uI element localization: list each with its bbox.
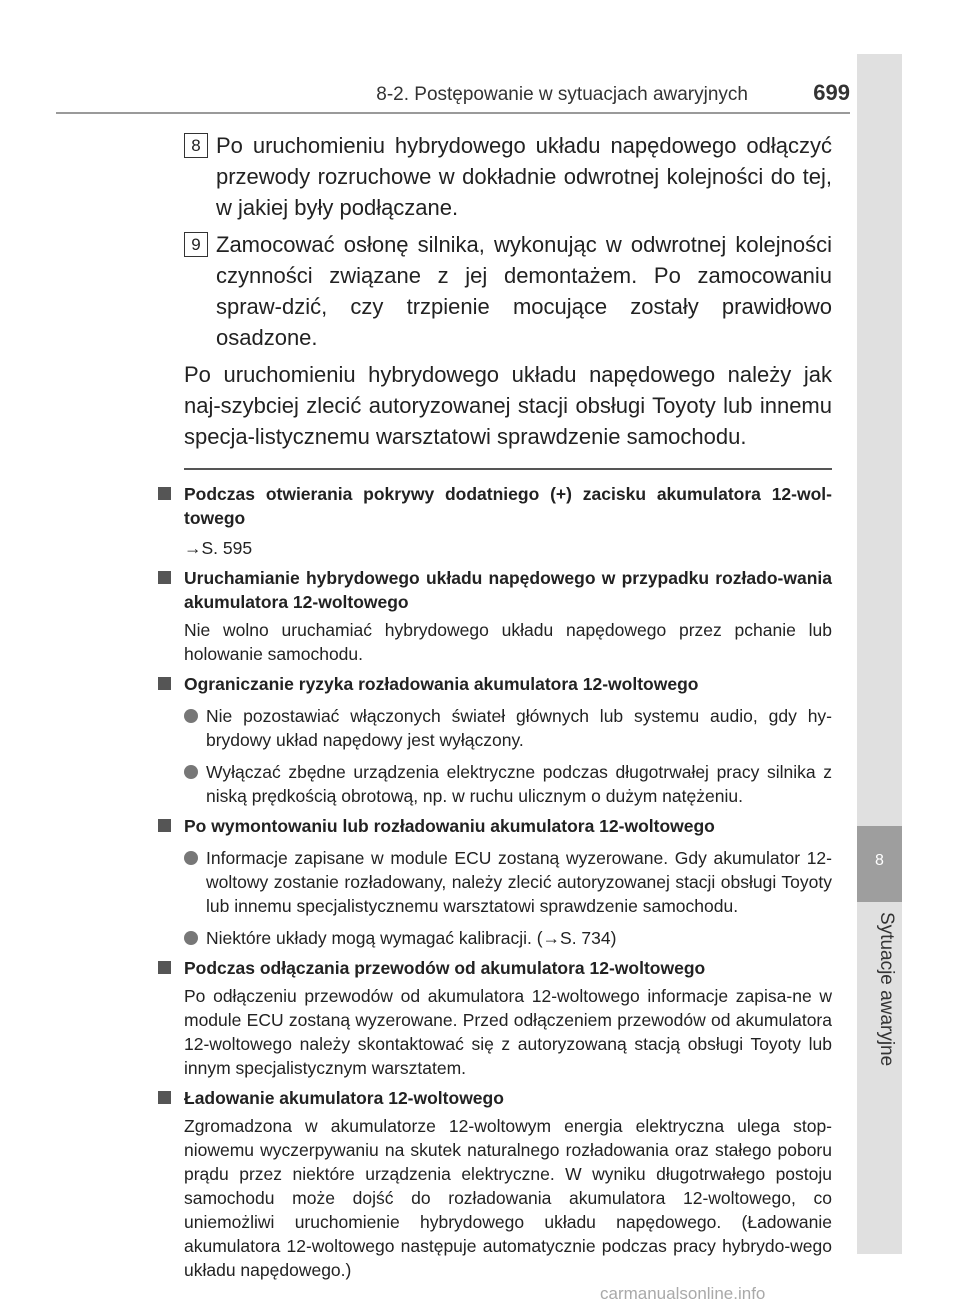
section-title: Uruchamianie hybrydowego układu napędowego w przypadku rozłado-wania akumulatora 12-woltowego xyxy=(184,567,832,612)
square-bullet-icon xyxy=(158,819,171,832)
page-content xyxy=(184,130,832,1282)
bullet-item xyxy=(184,760,832,808)
circle-bullet-icon xyxy=(184,709,198,723)
section-body: Nie wolno uruchamiać hybrydowego układu napędowego przez pchanie lub holowanie samochodu. xyxy=(184,619,832,664)
section-title: Ładowanie akumulatora 12-woltowego xyxy=(184,1087,504,1108)
section-title: Podczas otwierania pokrywy dodatniego (+) zacisku akumulatora 12-wol-towego xyxy=(184,483,832,528)
section-divider xyxy=(184,468,832,470)
page-number: 699 xyxy=(813,80,850,105)
square-bullet-icon xyxy=(158,961,171,974)
page-reference: →S. 595 xyxy=(184,537,253,558)
square-bullet-icon xyxy=(158,571,171,584)
bullet-text: Wyłączać zbędne urządzenia elektryczne podczas długotrwałej pracy silnika z niską prędkością obrotową, np. w ruchu ulicznym o dużym natężeniu. xyxy=(206,761,832,806)
note-section xyxy=(184,482,832,560)
note-section xyxy=(184,956,832,1080)
bullet-text: Nie pozostawiać włączonych świateł głównych lub systemu audio, gdy hy-brydowy układ napędowy jest wyłączony. xyxy=(206,705,832,750)
watermark: carmanualsonline.info xyxy=(600,1284,766,1303)
intro-paragraph: Po uruchomieniu hybrydowego układu napędowego należy jak naj-szybciej zlecić autoryzowanej stacji obsługi Toyoty lub innemu specja-listycznemu warsztatowi sprawdzenie samochodu. xyxy=(184,362,832,449)
section-title: Po wymontowaniu lub rozładowaniu akumulatora 12-woltowego xyxy=(184,815,715,836)
note-section xyxy=(184,566,832,666)
header-divider xyxy=(56,112,850,114)
circle-bullet-icon xyxy=(184,931,198,945)
step-item xyxy=(184,229,832,353)
chapter-number: 8 xyxy=(875,852,884,869)
bullet-text: Informacje zapisane w module ECU zostaną wyzerowane. Gdy akumulator 12-woltowy zostanie rozładowany, należy zlecić autoryzowanej stacji obsługi Toyoty lub innemu specjalistycznemu warsztatowi sprawdzenie samochodu. xyxy=(206,847,832,916)
step-text: Po uruchomieniu hybrydowego układu napędowego odłączyć przewody rozruchowe w dokładnie odwrotnej kolejności do tej, w jakiej były podłączane. xyxy=(216,133,832,220)
note-section xyxy=(184,814,832,950)
bullet-text: Niektóre układy mogą wymagać kalibracji. (→S. 734) xyxy=(206,927,617,948)
note-section xyxy=(184,672,832,808)
bullet-item xyxy=(184,704,832,752)
section-body: Po odłączeniu przewodów od akumulatora 12-woltowego informacje zapisa-ne w module ECU zostaną wyzerowane. Przed odłączeniem przewodów od akumulatora 12-woltowego należy skontaktować się z autoryzowaną stacją obsługi Toyoty lub innym specjalistycznym warsztatem. xyxy=(184,985,832,1078)
square-bullet-icon xyxy=(158,487,171,500)
header-section-title: 8-2. Postępowanie w sytuacjach awaryjnych xyxy=(376,84,748,105)
circle-bullet-icon xyxy=(184,851,198,865)
page-header xyxy=(0,0,850,118)
square-bullet-icon xyxy=(158,1091,171,1104)
square-bullet-icon xyxy=(158,677,171,690)
step-number-box: 8 xyxy=(184,133,208,158)
section-title: Podczas odłączania przewodów od akumulatora 12-woltowego xyxy=(184,957,706,978)
circle-bullet-icon xyxy=(184,765,198,779)
step-text: Zamocować osłonę silnika, wykonując w odwrotnej kolejności czynności związane z jej demontażem. Po zamocowaniu spraw-dzić, czy trzpienie mocujące zostały prawidłowo osadzone. xyxy=(216,232,832,350)
bullet-item xyxy=(184,846,832,918)
section-body: Zgromadzona w akumulatorze 12-woltowym energia elektryczna ulega stop-niowemu wyczerpywaniu na skutek naturalnego rozładowania oraz stałego poboru prądu przez niektóre urządzenia elektryczne. W wyniku długotrwałego postoju samochodu może dojść do rozładowania akumulatora 12-woltowego, co uniemożliwi uruchomienie hybrydowego układu napędowego. (Ładowanie akumulatora 12-woltowego następuje automatycznie podczas pracy hybrydo-wego układu napędowego.) xyxy=(184,1115,832,1280)
note-section xyxy=(184,1086,832,1282)
chapter-label: Sytuacje awaryjne xyxy=(876,912,897,1067)
step-number-box: 9 xyxy=(184,232,208,257)
bullet-item xyxy=(184,926,832,950)
section-title: Ograniczanie ryzyka rozładowania akumulatora 12-woltowego xyxy=(184,673,699,694)
step-item xyxy=(184,130,832,223)
